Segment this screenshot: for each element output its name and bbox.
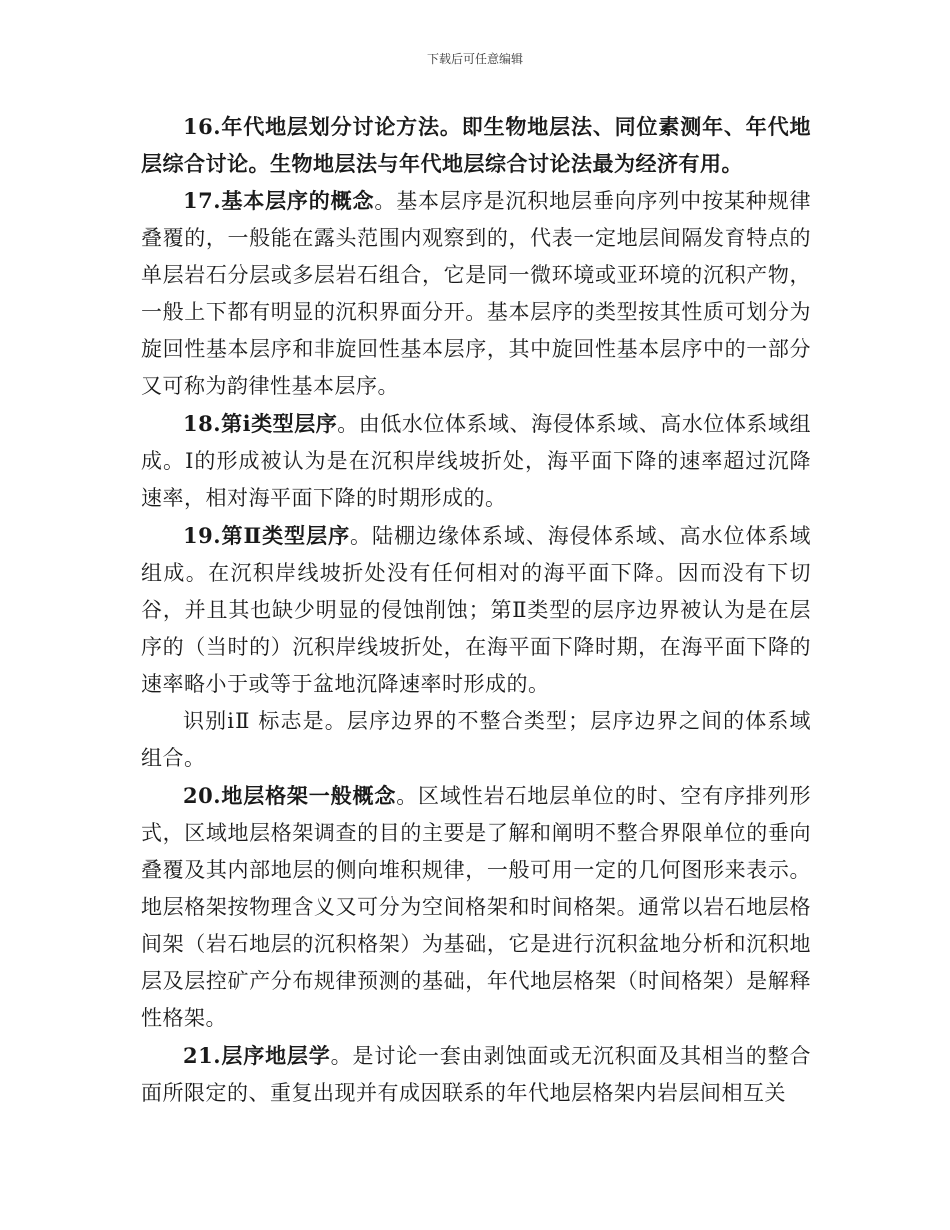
paragraph-18-body: 。由低水位体系域、海侵体系域、高水位体系域组成。Ⅰ的形成被认为是在沉积岸线坡折处，海平面下降的速率超过沉降速率，相对海平面下降的时期形成的。 <box>141 412 812 510</box>
paragraph-17 <box>141 182 811 405</box>
document-body <box>141 108 811 1112</box>
paragraph-21-heading: 21.层序地层学 <box>183 1043 331 1068</box>
paragraph-16 <box>141 108 811 182</box>
page-header: 下载后可任意编辑 <box>426 52 523 66</box>
paragraph-20-body: 。区域性岩石地层单位的时、空有序排列形式，区域地层格架调查的目的主要是了解和阐明不整合界限单位的垂向叠覆及其内部地层的侧向堆积规律，一般可用一定的几何图形来表示。地层格架按物理含义又可分为空间格架和时间格架。通常以岩石地层格间架（岩石地层的沉积格架）为基础，它是进行沉积盆地分析和沉积地层及层控矿产分布规律预测的基础，年代地层格架（时间格架）是解释性格架。 <box>141 784 811 1030</box>
paragraph-20 <box>141 777 811 1037</box>
paragraph-identification <box>141 703 811 777</box>
paragraph-18 <box>141 405 811 517</box>
paragraph-16-text: 16.年代地层划分讨论方法。即生物地层法、同位素测年、年代地层综合讨论。生物地层法与年代地层综合讨论法最为经济有用。 <box>141 114 811 176</box>
paragraph-19-heading: 19.第Ⅱ类型层序 <box>183 523 351 548</box>
paragraph-17-body: 。基本层序是沉积地层垂向序列中按某种规律叠覆的，一般能在露头范围内观察到的，代表一定地层间隔发育特点的单层岩石分层或多层岩石组合，它是同一微环境或亚环境的沉积产物，一般上下都有明显的沉积界面分开。基本层序的类型按其性质可划分为旋回性基本层序和非旋回性基本层序，其中旋回性基本层序中的一部分又可称为韵律性基本层序。 <box>141 189 811 398</box>
paragraph-21 <box>141 1037 811 1112</box>
paragraph-19 <box>141 517 811 703</box>
paragraph-21-body: 。是讨论一套由剥蚀面或无沉积面及其相当的整合面所限定的、重复出现并有成因联系的年代地层格架内岩层间相互关 <box>141 1044 811 1105</box>
paragraph-19-body: 。陆棚边缘体系域、海侵体系域、高水位体系域组成。在沉积岸线坡折处没有任何相对的海平面下降。因而没有下切谷，并且其也缺少明显的侵蚀削蚀；第Ⅱ类型的层序边界被认为是在层序的（当时的）沉积岸线坡折处，在海平面下降时期，在海平面下降的速率略小于或等于盆地沉降速率时形成的。 <box>141 524 812 696</box>
paragraph-20-heading: 20.地层格架一般概念 <box>183 783 397 808</box>
paragraph-identification-body: 识别ⅰⅡ 标志是。层序边界的不整合类型；层序边界之间的体系域组合。 <box>141 709 811 770</box>
paragraph-17-heading: 17.基本层序的概念 <box>183 188 375 213</box>
paragraph-18-heading: 18.第ⅰ类型层序 <box>183 411 338 436</box>
